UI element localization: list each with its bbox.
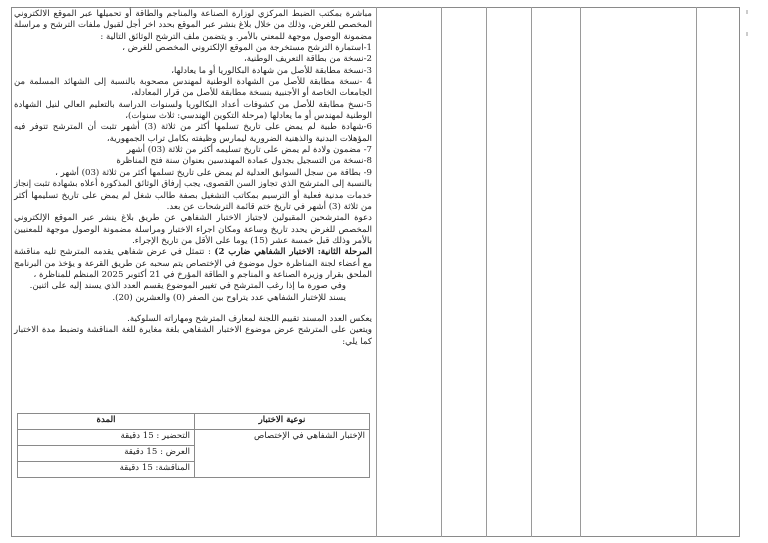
column-divider [696,7,697,537]
duration-table [17,413,370,478]
test-type-cell: الإختبار الشفاهي في الإختصاص [195,430,370,478]
item-3: 3-نسخة مطابقة للأصل من شهادة البكالوريا أو ما يعادلها، [171,65,372,76]
topic-change-rule: وفي صورة ما إذا رغب المترشح في تغيير الموضوع يقسم العدد الذي يسند إليه على اثنين. [29,281,346,292]
scan-speck [746,32,748,36]
paragraph-intro: مباشرة بمكتب الضبط المركزي لوزارة الصناعة والمناجم والطاقة أو تحميلها عبر الموقع الالكتروني المخصص للغرض، وذلك من خلال بلاغ بنشر عبر الموقع بحدد اخر أجل لقبول ملفات الترشح و مراسلة مضمونة الوصول موجهة للمعني بالأمر. و يتضمن ملف الترشح الوثائق التالية : [14,9,372,42]
item-7: 7- مضمون ولادة لم يمض على تاريخ تسليمه أكثر من ثلاثة (03) أشهر [126,145,372,156]
stage2-heading: المرحلة الثانية: الاختبار الشفاهي ضارب 2) [214,247,372,258]
stage2-paragraph [14,247,372,281]
column-divider [531,7,532,537]
item-1: 1-استمارة الترشح مستخرجة من الموقع الإلكتروني المخصص للغرض ، [122,43,372,54]
header-test-type: نوعية الاختبار [195,414,370,430]
invitation-paragraph: دعوة المترشحين المقبولين لاجتياز الاختبار الشفاهي عن طريق بلاغ ينشر عبر الموقع الإلكتروني المخصص للغرض يحدد تاريخ وساعة ومكان اجراء الاختبار ومراسلة مضمونة الوصول موجهة للمعنيين بالأمر وذلك قبل خمسة عشر (15) يوما على الأقل من تاريخ الإجراء. [14,213,372,246]
document-text-column [14,9,372,348]
age-exception-paragraph: بالنسبة إلى المترشح الذي تجاوز السن القصوى، يجب إرفاق الوثائق المذكورة أعلاه بشهادة تثبت إنجاز خدمات مدنية فعلية أو الترسيم بمكاتب التشغيل بصفة طالب شغل لم يمض على تاريخ تسليمها أكثر من ثلاثة (3) أشهر في تاريخ ختم قائمة الترشحات عن بعد. [14,179,372,212]
duration-discussion: المناقشة: 15 دقيقة [18,462,195,478]
item-6: 6-شهادة طبية لم يمض على تاريخ تسلمها أكثر من ثلاثة (3) أشهر تثبت أن المترشح تتوفر فيه المؤهلات البدنية والذهنية الضرورية ليمارس وظيفته بكامل تراب الجمهورية، [14,122,372,144]
column-divider [486,7,487,537]
duration-presentation: العرض : 15 دقيقة [18,446,195,462]
item-8: 8-نسخة من التسجيل بجدول عمادة المهندسين بعنوان سنة فتح المناظرة [116,156,372,167]
column-divider [376,7,377,537]
stage2-body: : تتمثل في عرض شفاهي يقدمه المترشح تليه مناقشة مع أعضاء لجنة المناظرة حول موضوع في الإختصاص يتم سحبه عن طريق القرعة و يؤخذ من البرنامج الملحق بقرار وزيرة الصناعة و المناجم و الطاقة المؤرخ في 21 أكتوبر 2025 المنظم للمناظرة ، [14,247,372,280]
item-9: 9- بطاقة من سجل السوابق العدلية لم يمض على تاريخ تسلمها أكثر من ثلاثة (03) أشهر ، [55,167,372,178]
header-duration: المدة [18,414,195,430]
scan-speck [746,10,748,14]
item-5: 5-نسخ مطابقة للأصل من كشوفات أعداد البكالوريا ولسنوات الدراسة بالتعليم العالي لنيل الشهادة الوطنية لمهندس أو ما يعادلها (مرحلة التكوين الهندسي: ثلاث سنوات)، [14,99,372,122]
item-4: 4 -نسخة مطابقة للأصل من الشهادة الوطنية لمهندس مصحوبة بالنسبة إلى الشهائد المسلمة من الجامعات الخاصة أو الأجنبية بنسخة مطابقة للأصل من قرار المعادلة، [14,77,372,99]
language-rule: ويتعين على المترشح عرض موضوع الاختبار الشفاهي بلغة مغايرة للغة المناقشة وتضبط مدة الاختبار كما يلي: [14,325,372,347]
column-divider [441,7,442,537]
duration-preparation: التحضير : 15 دقيقة [18,430,195,446]
column-divider [580,7,581,537]
score-range: يسند للإختبار الشفاهي عدد يتراوح بين الصفر (0) والعشرين (20). [112,292,346,303]
item-2: 2-نسخة من بطاقة التعريف الوطنية، [243,54,372,65]
score-meaning: يعكس العدد المسند تقييم اللجنة لمعارف المترشح ومهاراته السلوكية. [127,313,372,324]
